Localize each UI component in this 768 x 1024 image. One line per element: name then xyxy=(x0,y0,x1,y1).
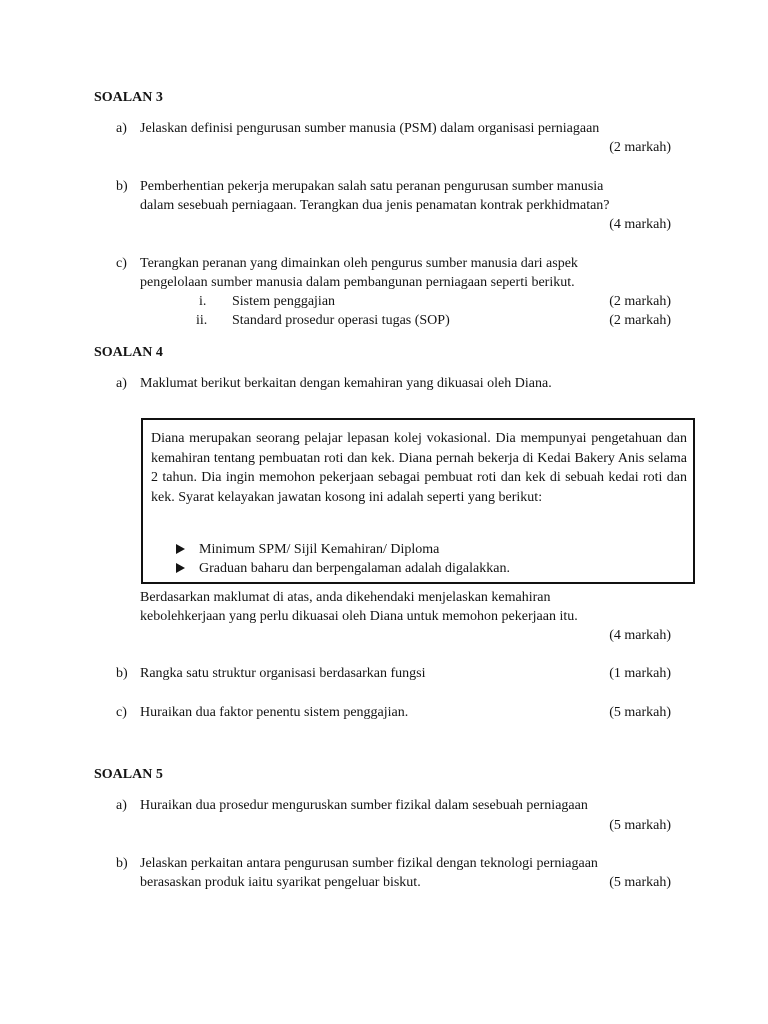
q3-b-line1: Pemberhentian pekerja merupakan salah satu peranan pengurusan sumber manusia xyxy=(140,179,604,194)
bullet-item xyxy=(176,559,510,578)
q3-a-marks: (2 markah) xyxy=(609,140,671,155)
info-box-paragraph: Diana merupakan seorang pelajar lepasan kolej vokasional. Dia mempunyai pengetahuan dan kemahiran tentang pembuatan roti dan kek. Diana pernah bekerja di Kedai Bakery Anis selama 2 tahun. Dia ingin memohon pekerjaan sebagai pembuat roti dan kek di sebuah kedai roti dan kek. Syarat kelayakan jawatan kosong ini adalah seperti yang berikut: xyxy=(151,431,687,505)
q5-b-marks: (5 markah) xyxy=(609,875,671,890)
q3-c-item-text: Sistem penggajian xyxy=(232,294,336,309)
q5-b-label: b) xyxy=(116,856,128,871)
q4-a-label: a) xyxy=(116,376,127,391)
q4-a-intro: Maklumat berikut berkaitan dengan kemahiran yang dikuasai oleh Diana. xyxy=(140,376,552,391)
q4-c-text: Huraikan dua faktor penentu sistem penggajian. xyxy=(140,705,409,720)
q3-b-line2: dalam sesebuah perniagaan. Terangkan dua jenis penamatan kontrak perkhidmatan? xyxy=(140,198,610,213)
arrow-bullet-icon xyxy=(176,544,185,554)
q3-c-line1: Terangkan peranan yang dimainkan oleh pengurus sumber manusia dari aspek xyxy=(140,256,578,271)
q4-a-after-line2: kebolehkerjaan yang perlu dikuasai oleh Diana untuk memohon pekerjaan itu. xyxy=(140,609,578,624)
q4-a-after-line1: Berdasarkan maklumat di atas, anda dikehendaki menjelaskan kemahiran xyxy=(140,590,551,605)
q3-a-label: a) xyxy=(116,121,127,136)
q3-b-marks: (4 markah) xyxy=(609,217,671,232)
q3-c-item-number: ii. xyxy=(196,313,208,328)
q5-b-line1: Jelaskan perkaitan antara pengurusan sumber fizikal dengan teknologi perniagaan xyxy=(140,856,598,871)
question-5-heading: SOALAN 5 xyxy=(94,767,163,782)
question-4-heading: SOALAN 4 xyxy=(94,345,163,360)
q5-b-line2: berasaskan produk iaitu syarikat pengeluar biskut. xyxy=(140,875,421,890)
question-3-heading: SOALAN 3 xyxy=(94,90,163,105)
q4-b-marks: (1 markah) xyxy=(609,666,671,681)
q3-b-label: b) xyxy=(116,179,128,194)
q4-c-marks: (5 markah) xyxy=(609,705,671,720)
arrow-bullet-icon xyxy=(176,563,185,573)
q3-c-item-marks: (2 markah) xyxy=(609,294,671,309)
q3-c-item-number: i. xyxy=(199,294,207,309)
q3-c-item-text: Standard prosedur operasi tugas (SOP) xyxy=(232,313,450,328)
q3-c-label: c) xyxy=(116,256,127,271)
q4-b-label: b) xyxy=(116,666,128,681)
q4-b-text: Rangka satu struktur organisasi berdasarkan fungsi xyxy=(140,666,426,681)
bullet-item xyxy=(176,540,439,559)
q3-c-line2: pengelolaan sumber manusia dalam pembangunan perniagaan seperti berikut. xyxy=(140,275,575,290)
q5-a-text: Huraikan dua prosedur menguruskan sumber fizikal dalam sesebuah perniagaan xyxy=(140,798,588,813)
q5-a-label: a) xyxy=(116,798,127,813)
bullet-text: Minimum SPM/ Sijil Kemahiran/ Diploma xyxy=(199,542,440,557)
q4-a-marks: (4 markah) xyxy=(609,628,671,643)
bullet-text: Graduan baharu dan berpengalaman adalah digalakkan. xyxy=(199,561,510,576)
q3-c-item-marks: (2 markah) xyxy=(609,313,671,328)
q5-a-marks: (5 markah) xyxy=(609,818,671,833)
q4-c-label: c) xyxy=(116,705,127,720)
q3-a-text: Jelaskan definisi pengurusan sumber manusia (PSM) dalam organisasi perniagaan xyxy=(140,121,600,136)
